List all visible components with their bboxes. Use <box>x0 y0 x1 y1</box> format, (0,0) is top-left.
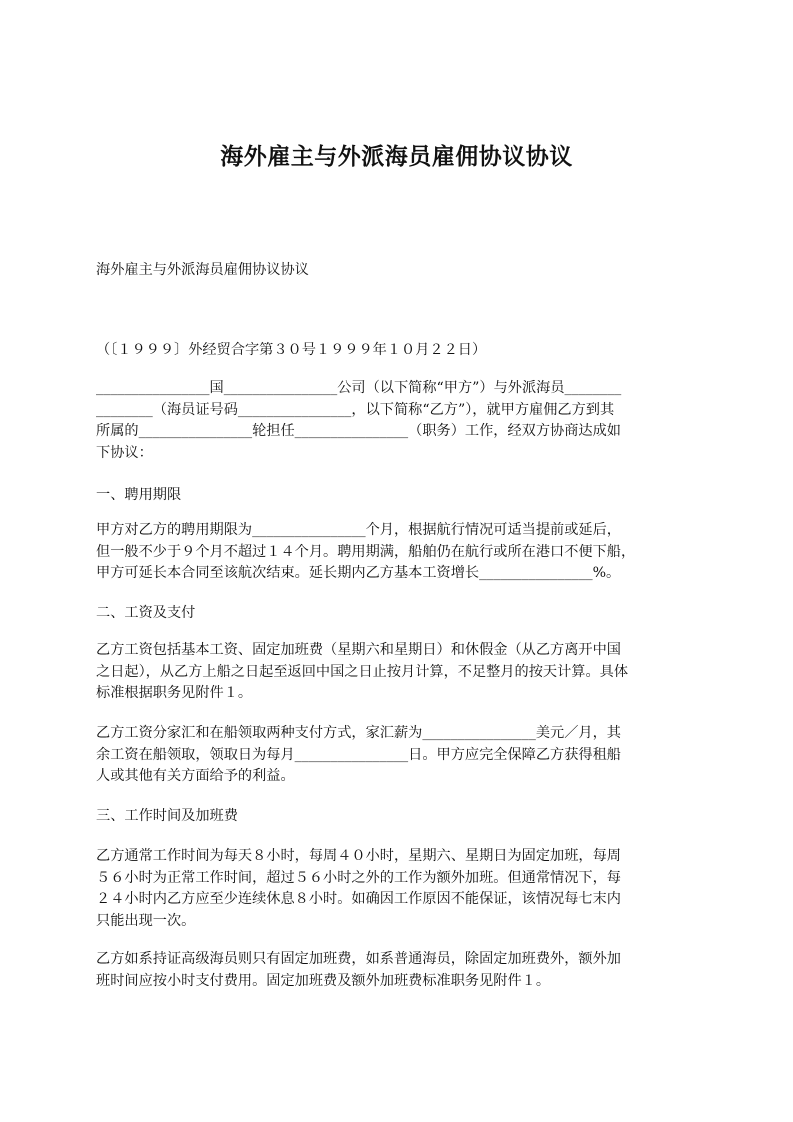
intro-line: ________（海员证号码________________，以下简称“乙方”），就甲方雇佣乙方到其 <box>96 401 615 418</box>
document-subtitle <box>96 260 700 282</box>
intro-line: 所属的________________轮担任________________（职务）工作，经双方协商达成如 <box>96 423 621 439</box>
paragraph-line: 之日起），从乙方上船之日起至返回中国之日止按月计算，不足整月的按天计算。具体 <box>96 663 629 680</box>
intro-line: ________________国________________公司（以下简称“甲方”）与外派海员________ <box>96 380 622 396</box>
reference-text: （〔１９９９〕外经贸合字第３０号１９９９年１０月２２日） <box>96 342 487 358</box>
paragraph-line: 甲方对乙方的聘用期限为________________个月，根据航行情况可适当提前或延后， <box>96 522 621 538</box>
paragraph-line: 甲方可延长本合同至该航次结束。延长期内乙方基本工资增长________________%。 <box>96 565 621 581</box>
section-2-paragraph-1 <box>96 640 700 705</box>
section-3-paragraph-2 <box>96 949 700 992</box>
paragraph-line: 乙方工资分家汇和在船领取两种支付方式，家汇薪为________________美元／月，其 <box>96 725 621 741</box>
paragraph-line: 班时间应按小时支付费用。固定加班费及额外加班费标准职务见附件１。 <box>96 972 551 989</box>
section-3-paragraph-1 <box>96 846 700 932</box>
section-2-heading <box>96 603 700 625</box>
heading-text: 二、工资及支付 <box>96 605 196 621</box>
section-3-heading <box>96 806 700 828</box>
paragraph-line: 乙方通常工作时间为每天８小时，每周４０小时，星期六、星期日为固定加班，每周 <box>96 848 621 864</box>
paragraph-line: 只能出现一次。 <box>96 912 196 929</box>
heading-text: 一、聘用期限 <box>96 487 182 503</box>
section-1-paragraph <box>96 520 700 585</box>
section-2-paragraph-2 <box>96 723 700 788</box>
section-1-heading <box>96 485 700 507</box>
paragraph-line: 余工资在船领取，领取日为每月________________日。甲方应完全保障乙方获得租船 <box>96 746 621 763</box>
subtitle-text: 海外雇主与外派海员雇佣协议协议 <box>96 262 309 278</box>
paragraph-line: 但一般不少于９个月不超过１４个月。聘用期满，船舶仍在航行或所在港口不便下船， <box>96 543 636 560</box>
document-reference <box>96 340 700 362</box>
paragraph-line: ５６小时为正常工作时间，超过５６小时之外的工作为额外加班。但通常情况下，每 <box>96 869 621 886</box>
paragraph-line: 乙方工资包括基本工资、固定加班费（星期六和星期日）和休假金（从乙方离开中国 <box>96 642 621 658</box>
intro-line: 下协议： <box>96 444 153 461</box>
paragraph-line: ２４小时内乙方应至少连续休息８小时。如确因工作原因不能保证，该情况每七末内 <box>96 891 621 907</box>
heading-text: 三、工作时间及加班费 <box>96 808 238 824</box>
intro-paragraph <box>96 378 700 464</box>
paragraph-line: 人或其他有关方面给予的利益。 <box>96 768 295 784</box>
document-title: 海外雇主与外派海员雇佣协议协议 <box>220 144 573 170</box>
paragraph-line: 乙方如系持证高级海员则只有固定加班费，如系普通海员，除固定加班费外，额外加 <box>96 951 621 967</box>
paragraph-line: 标准根据职务见附件１。 <box>96 685 253 701</box>
